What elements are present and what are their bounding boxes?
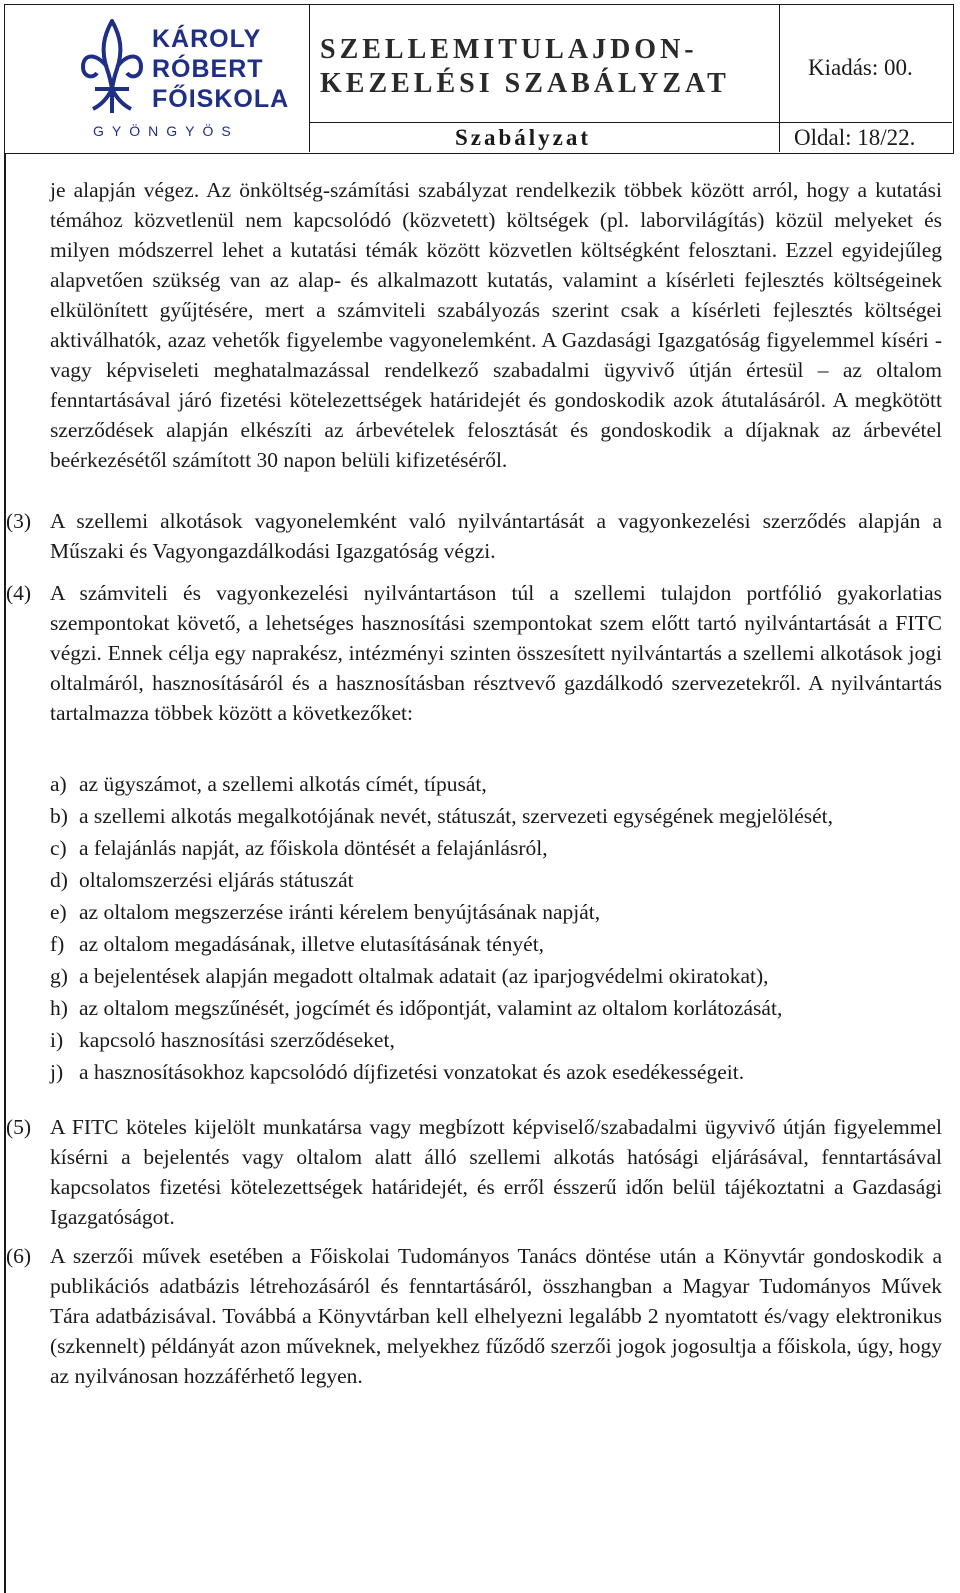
list-item-text: a szellemi alkotás megalkotójának nevét, státuszát, szervezeti egységének megjelölését, (79, 804, 833, 828)
list-item-text: az oltalom megadásának, illetve elutasításának tényét, (79, 932, 545, 956)
list-marker: d) (50, 868, 68, 892)
logo-text-line3: FŐISKOLA (152, 85, 290, 113)
list-item (50, 769, 942, 799)
paragraph-4 (6, 578, 942, 728)
page-cell (780, 123, 952, 152)
list-item (50, 897, 942, 927)
list-item (50, 833, 942, 863)
paragraph-number: (5) (6, 1115, 32, 1139)
paragraph-number: (3) (6, 509, 32, 533)
list-item-text: a hasznosításokhoz kapcsolódó díjfizetési vonzatokat és azok esedékességeit. (79, 1060, 745, 1084)
paragraph-text: A számviteli és vagyonkezelési nyilvántartáson túl a szellemi tulajdon portfólió gyakorlatias szempontokat követő, a lehetséges hasznosítási szempontokat szem előtt tartó nyilvántartását a FITC végzi. Ennek célja egy naprakész, intézményi szinten összesített nyilvántartás a szellemi alkotások jogi oltalmáról, hasznosításáról és a hasznosításban résztvevő gazdálkodó szervezetekről. A nyilvántartás tartalmazza többek között a következőket: (50, 581, 942, 725)
list-item-text: oltalomszerzési eljárás státuszát (79, 868, 354, 892)
paragraph-3 (6, 506, 942, 566)
paragraph-text: A szerzői művek esetében a Főiskolai Tudományos Tanács döntése után a Könyvtár gondoskodik a publikációs adatbázis létrehozásáról és fenntartásáról, összhangban a Magyar Tudományos Művek Tára adatbázisával. Továbbá a Könyvtárban kell elhelyezni legalább 2 nyomtatott és/vagy elektronikus (szkennelt) példányát azon műveknek, melyekhez fűződő szerzői jogok jogosultja a főiskola, úgy, hogy az nyilvánosan hozzáférhető legyen. (50, 1244, 942, 1388)
edition-cell (780, 5, 952, 123)
list-item (50, 1057, 942, 1087)
paragraph-5 (6, 1112, 942, 1232)
title-line1: SZELLEMITULAJDON- (320, 34, 698, 65)
list-item-text: az oltalom megszűnését, jogcímét és időpontját, valamint az oltalom korlátozását, (79, 996, 783, 1020)
paragraph-text: A FITC köteles kijelölt munkatársa vagy megbízott képviselő/szabadalmi ügyvivő útján figyelemmel kísérni a bejelentés vagy oltalom alatt álló szellemi alkotás hatósági eljárásával, fenntartásával kapcsolatos fizetési kötelezettségek határidejét, és erről ésszerű időn belül tájékoztatni a Gazdasági Igazgatóságot. (50, 1115, 942, 1229)
list-item (50, 1025, 942, 1055)
contents-list (50, 769, 942, 1087)
list-item (50, 961, 942, 991)
paragraph-text: A szellemi alkotások vagyonelemként való nyilvántartását a vagyonkezelési szerződés alapján a Műszaki és Vagyongazdálkodási Igazgatóság végzi. (50, 509, 942, 563)
document-title (320, 33, 730, 101)
list-item-text: a felajánlás napját, az főiskola döntését a felajánlásról, (79, 836, 548, 860)
list-item (50, 801, 942, 831)
paragraph-6 (6, 1241, 942, 1391)
logo-text-line2: RÓBERT (152, 55, 264, 83)
title-cell (310, 5, 780, 123)
list-item (50, 929, 942, 959)
logo-text-line1: KÁROLY (152, 25, 262, 53)
fleur-de-lis-logo-icon (77, 17, 147, 119)
list-item-text: az ügyszámot, a szellemi alkotás címét, típusát, (79, 772, 487, 796)
list-item-text: kapcsoló hasznosítási szerződéseket, (79, 1028, 395, 1052)
paragraph-number: (6) (6, 1244, 32, 1268)
list-marker: g) (50, 964, 68, 988)
document-header (4, 4, 954, 154)
list-marker: e) (50, 900, 67, 924)
list-marker: j) (50, 1060, 64, 1084)
title-line2: KEZELÉSI SZABÁLYZAT (320, 68, 730, 99)
document-type: Szabályzat (455, 125, 592, 150)
paragraph-number: (4) (6, 581, 32, 605)
list-marker: b) (50, 804, 68, 828)
logo-cell (5, 5, 310, 152)
list-marker: i) (50, 1028, 64, 1052)
left-margin-rule (4, 154, 6, 1593)
paragraph-intro: je alapján végez. Az önköltség-számítási szabályzat rendelkezik többek között arról, hogy a kutatási témához közvetlenül nem kapcsolódó (közvetett) költségek (pl. laborvilágítás) közül melyeket és milyen módszerrel lehet a kutatási témák között közvetlen költségként felosztani. Ezzel egyidejűleg alapvetően szükség van az alap- és alkalmazott kutatás, valamint a kísérleti fejlesztés költségeinek elkülönített gyűjtésére, mert a számviteli szabályozás szerint csak a kísérleti fejlesztés költségei aktiválhatók, azaz vehetők figyelembe vagyonelemként. A Gazdasági Igazgatóság figyelemmel kíséri - vagy képviseleti meghatalmazással rendelkező szabadalmi ügyvivő útján értesül – az oltalom fenntartásával járó fizetési kötelezettségek határidejét és gondoskodik azok átutalásáról. A megkötött szerződések alapján elkészíti az árbevételek felosztását és gondoskodik a díjaknak az árbevétel beérkezésétől számított 30 napon belüli kifizetéséről. (50, 178, 942, 472)
list-item (50, 865, 942, 895)
list-marker: h) (50, 996, 68, 1020)
doctype-cell (310, 123, 780, 152)
logo-city: GYÖNGYÖS (93, 123, 239, 139)
edition-label: Kiadás: 00. (808, 55, 913, 80)
page-number: Oldal: 18/22. (794, 125, 916, 150)
list-marker: a) (50, 772, 67, 796)
list-marker: f) (50, 932, 65, 956)
list-item-text: a bejelentések alapján megadott oltalmak adatait (az iparjogvédelmi okiratokat), (79, 964, 769, 988)
list-item-text: az oltalom megszerzése iránti kérelem benyújtásának napját, (79, 900, 601, 924)
list-item (50, 993, 942, 1023)
list-marker: c) (50, 836, 67, 860)
